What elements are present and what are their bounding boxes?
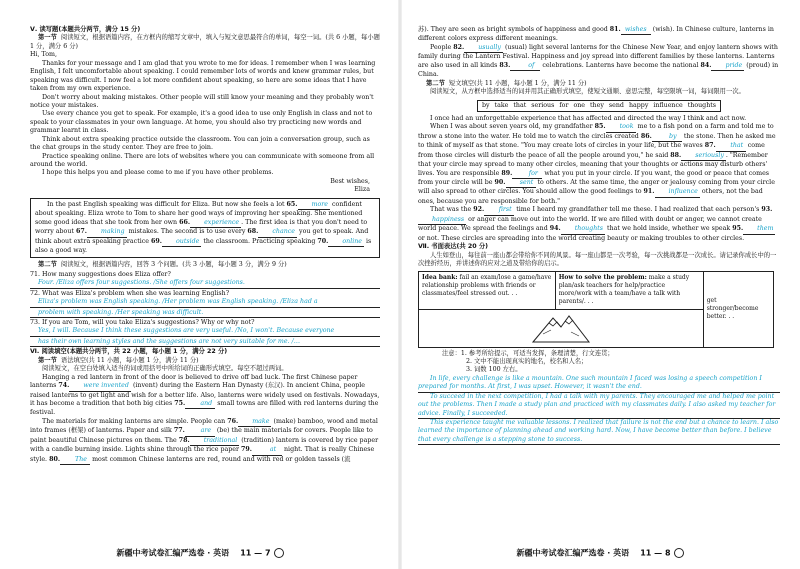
notes: [418, 350, 780, 375]
blank-number: 75.: [174, 399, 186, 407]
publisher-logo-icon: [674, 548, 684, 558]
passage-text: (wish). In Chinese culture, lanterns in different colors express different meanings.: [418, 26, 774, 43]
summary-text: mistakes. The second is to use every: [128, 228, 246, 236]
passage-text: time I heard my grandfather tell me these. I had realized that each person's: [516, 206, 760, 214]
part2-label: 第二节: [38, 261, 57, 269]
answer-blank-80: The: [60, 456, 90, 465]
section-6-part1-label: 第一节: [38, 356, 57, 364]
question-72: 72. What was Eliza's problem when she was learning English?: [30, 289, 230, 297]
section-6-part1-text: 语法填空(共 11 小题，每小题 1 分，满分 11 分): [60, 356, 199, 364]
blank-number: 83.: [499, 61, 511, 69]
letter-paragraph: Think about extra speaking practice outside the classroom. You can join a conversation group, such as the chat groups in the study center. They are free to join.: [30, 135, 370, 152]
part2-text: 阅读短文，根据语篇内容，回答 3 个问题。(共 3 小题，每小题 3 分，满分 9 分): [60, 261, 287, 269]
blank-number: 84.: [700, 61, 712, 69]
letter-signature: Eliza: [354, 186, 370, 194]
answer-blank-77: are: [185, 427, 215, 436]
note-item: 3. 词数 100 左右。: [466, 366, 522, 374]
blank-number: 78.: [178, 436, 190, 444]
blank-number: 86.: [640, 132, 652, 140]
part1-text: 阅读短文，根据语篇内容，在方框内的缩写文章中，填入与短文意思最符合的单词，每空一词。(共 6 小题，每小题 1 分，满分 6 分): [30, 34, 380, 50]
answer-blank-95: them: [743, 225, 775, 234]
passage-text: (usual) light several lanterns for the Chinese New Year, and enjoy lantern shows with family during the Lantern Festival. Happiness and joy spread into different families by these lanterns. Lanterns are also used in all kinds: [418, 43, 778, 69]
right-page: [400, 0, 800, 569]
part1-instructions: [30, 34, 380, 51]
letter-paragraph: I hope this helps you and please come to me if you have other problems.: [42, 169, 274, 177]
answer-blank-92: first: [484, 206, 514, 215]
answer-blank-75: and: [185, 400, 215, 409]
note-item: 1. 参考所给提示，可适当发挥，条理清楚，行文连贯；: [460, 349, 614, 357]
answer-blank-69: outside: [162, 238, 201, 247]
lantern-paragraph-3: [418, 26, 780, 44]
passage-text: The materials for making lanterns are simple. People can: [42, 417, 226, 425]
part2-instructions: [30, 261, 380, 269]
passage-text: (invent) during the Eastern Han Dynasty (东汉). In ancient China, people raised lanterns to get light and wish for a better life. Also, lanterns were widely used on festivals. Nowadays, it has become a tradition that both big cities: [30, 382, 380, 407]
blank-number: 81.: [609, 26, 621, 33]
answer-blank-90: sent: [506, 179, 536, 188]
passage-text: (proud) in China.: [418, 61, 779, 79]
passage-text: small towns are filled with red lanterns during the festival.: [30, 399, 379, 417]
answer-72-line2: problem with speaking. /Her speaking was difficult.: [30, 309, 380, 318]
passage-text: come from those circles will disturb the peace of all the people around you," he said: [418, 142, 765, 159]
section-7-instructions: 人生如登山，每往前一座山都会带给你不同的风景。每一座山都是一次考验，每一次挑战都是一次成长。请记录你成长中的一次挫折经历，并讲述你的应对之道及带给你的启示。: [418, 251, 777, 267]
passage-text: celebrations. Lanterns have become the national: [542, 61, 699, 69]
passage-text: (make) bamboo, wood and metal into frames (框架) of lanterns. Paper and silk: [30, 417, 378, 435]
story-paragraph-1: [418, 123, 780, 206]
solve-problem-text: make a study plan/ask teachers for help/practice more/work with a team/have a talk with parents/. . .: [558, 274, 690, 306]
summary-text: the classroom. Practicing speaking: [203, 237, 316, 245]
left-footer: [0, 548, 400, 559]
answer-blank-66: experience: [190, 219, 241, 228]
passage-text: 苏). They are seen as bright symbols of happiness and good: [418, 26, 608, 33]
passage-text: . "Remember that your circle may spread to many other circles, meaning that your thoughts or actions may disturb others' lives. You are responsible: [418, 151, 768, 177]
section-6-part1-instructions: [30, 357, 380, 365]
blank-number: 65.: [286, 200, 298, 208]
blank-number: 67.: [75, 228, 87, 236]
answer-blank-94: thoughts: [561, 225, 605, 234]
essay-paragraph: In life, every challenge is like a mountain. One such mountain I faced was losing a speech competition I prepared for months. At first, I was upset. However, it wasn't the end.: [418, 375, 780, 393]
passage-text: night. That is really Chinese style.: [30, 446, 375, 463]
answer-blank-89: for: [512, 170, 542, 179]
note-item: 2. 文中不能出现真实的地名，校名和人名；: [466, 357, 588, 365]
blank-number: 69.: [151, 237, 162, 245]
sample-essay: [418, 375, 780, 446]
answer-blank-83: of: [510, 62, 540, 71]
idea-table: [418, 271, 774, 347]
answer-72-line1: Eliza's problem was English speaking. /Her problem was English speaking. /Eliza had a: [30, 298, 380, 307]
publisher-logo-icon: [274, 548, 284, 558]
answer-blank-93: happiness: [418, 216, 466, 225]
answer-blank-85: took: [606, 123, 636, 132]
summary-text: confident about speaking. Eliza wrote to Tom to share her good ways of improving her speaking. She mentioned some good ideas that she took from her own: [35, 200, 363, 226]
answer-blank-86: by: [652, 133, 682, 142]
idea-bank-heading: Idea bank:: [422, 274, 458, 282]
letter-paragraph: Practice speaking online. There are lots of websites where you can communicate with someone from all around the world.: [30, 152, 375, 168]
answer-blank-67: making: [87, 228, 127, 237]
story-paragraph-2: [418, 206, 780, 243]
blank-number: 68.: [247, 228, 259, 236]
passage-text: People: [430, 43, 452, 51]
answer-blank-74: were invented: [69, 382, 131, 391]
part2-text: 短文填空(共 11 小题，每小题 1 分，满分 11 分): [448, 79, 587, 87]
lantern-paragraph-1: [30, 374, 380, 418]
passage-text: That was the: [430, 206, 472, 214]
passage-text: to others. At the same time, the anger or jealousy coming from your circle will also spread to other circles. You should allow the good feelings to: [418, 179, 775, 196]
footer-title: 新疆中考试卷汇编严选卷 · 英语: [516, 548, 630, 558]
blank-number: 95.: [732, 225, 744, 233]
idea-bank-text: fail an exam/lose a game/have relationship problems with friends or classmates/feel stressed out. . .: [422, 274, 552, 298]
summary-text: is also a good way.: [35, 237, 372, 254]
part1-label: 第一节: [38, 34, 57, 42]
answer-blank-81: wishes: [621, 26, 651, 35]
blank-number: 92.: [473, 206, 485, 214]
passage-text: (tradition) lantern is covered by rice paper with a candle burning inside. Lights shine through the rice paper: [30, 436, 379, 454]
word-box: by take that serious for one they send happy influence thoughts: [477, 100, 721, 112]
blank-number: 93.: [761, 206, 773, 214]
blank-number: 82.: [453, 43, 465, 51]
passage-text: the stone. Then he asked me to think of myself as that stone. "You may create lots of circles in your life, but the waves: [418, 132, 776, 150]
blank-number: 70.: [317, 237, 329, 245]
letter-closing: Best wishes,: [330, 177, 370, 185]
summary-text: you get to speak. And think about extra speaking practice: [35, 228, 369, 245]
blank-number: 85.: [594, 123, 606, 131]
letter-paragraph: Use every chance you get to speak. For example, it's a good idea to use only English in class and not to speak to your classmates in your own language. At home, you should also try practicing new words and grammar learnt in class.: [30, 110, 373, 135]
section-5-title: Ⅴ. 读写题(本题共分两节，满分 15 分): [30, 26, 141, 33]
blank-number: 88.: [670, 151, 682, 159]
answer-73-line1: Yes, I will. Because I think these suggestions are very useful. /No, I won't. Because everyone: [30, 327, 380, 336]
answer-71: Four. /Eliza offers four suggestions. /She offers four suggestions.: [30, 279, 380, 288]
answer-blank-84: pride: [711, 62, 744, 71]
notes-label: 注意：: [442, 349, 461, 357]
blank-number: 90.: [494, 179, 506, 186]
part2-label: 第二节: [426, 79, 445, 87]
blank-number: 79.: [241, 446, 252, 454]
page-number: 11 — 8: [640, 548, 671, 558]
answer-blank-91: influence: [655, 188, 700, 197]
part2-instructions-2: 阅读短文，从方框中选择适当的词并用其正确形式填空，使短文通顺、意思完整，每空限填一词，每词限用一次。: [430, 88, 745, 96]
answer-blank-70: online: [328, 238, 364, 247]
answer-blank-79: at: [252, 446, 282, 455]
right-footer: [400, 548, 800, 559]
letter-paragraph: Thanks for your message and I am glad that you wrote to me for ideas. I remember when I was learning English, I felt uncomfortable about speaking. I could remember lots of words and knew grammar rules, but speaking was difficult. I now feel a lot more confident about speaking, so here are some ideas that I have taken from my own experience.: [30, 59, 376, 93]
solve-problem-heading: How to solve the problem:: [558, 274, 647, 282]
blank-number: 89.: [501, 169, 513, 177]
section-6-part1-instructions-2: 阅读短文，在空白处填入适当的词或用括号中所给词的正确形式填空。每空不超过两词。: [42, 365, 288, 373]
answer-blank-82: usually: [464, 44, 503, 53]
right-column: [418, 26, 780, 445]
answer-blank-78: traditional: [190, 437, 240, 446]
essay-paragraph: To succeed in the next competition, I had a talk with my parents. They encouraged me and helped me point out the problems. Then I made a study plan and practiced with my classmates daily. I also asked my teacher for advice. Finally, I succeeded.: [418, 393, 780, 419]
passage-text: or anger can move out into the world. If we are filled with doubt or anger, we cannot create world peace. We spread the feelings and: [418, 215, 762, 233]
passage-text: Hanging a red lantern in front of the door is believed to drive off bad luck. The first Chinese paper lanterns: [30, 373, 358, 390]
answer-blank-65: more: [298, 201, 331, 210]
passage-text: most common Chinese lanterns are red, round and with red or golden tassels (流: [92, 455, 351, 463]
summary-box: [30, 198, 380, 259]
page-number: 11 — 7: [240, 548, 271, 558]
passage-text: what you put in your circle. If you want, the good or peace that comes from your circle will be: [418, 169, 770, 186]
blank-number: 66.: [179, 218, 191, 226]
blank-number: 76.: [227, 417, 239, 425]
answer-73-line2: has their own learning styles and the suggestions are not very suitable for me. /…: [30, 338, 380, 347]
lantern-paragraph-2: [30, 418, 380, 465]
passage-text: that we hold inside, whether we speak: [607, 225, 731, 233]
summary-text: . The first idea is that you don't need to worry about: [35, 218, 368, 236]
mountain-cell: [419, 309, 704, 347]
letter-greeting: Hi, Tom,: [30, 51, 57, 59]
result-cell: [703, 272, 773, 347]
answer-blank-68: chance: [258, 228, 297, 237]
answer-blank-88: seriously: [681, 152, 726, 161]
blank-number: 94.: [549, 225, 561, 233]
passage-text: me to a fish pond on a farm and told me to throw a stone into the water. He told me to watch the circles created: [418, 123, 774, 140]
lantern-paragraph-4: [418, 44, 780, 80]
summary-text: In the past English speaking was difficult for Eliza. But now she feels a lot: [47, 200, 285, 208]
solve-problem-cell: [555, 272, 703, 309]
blank-number: 87.: [704, 142, 716, 150]
footer-title: 新疆中考试卷汇编严选卷 · 英语: [116, 548, 230, 558]
essay-paragraph: This experience taught me valuable lessons. I realized that failure is not the end but a chance to learn. I also learned the importance of planning ahead and working hard. Now, I have become better than before. I believe that every challenge is a stepping stone to success.: [418, 419, 780, 445]
question-73: 73. If you are Tom, will you take Eliza's suggestions? Why or why not?: [30, 319, 255, 326]
passage-text: When I was about seven years old, my grandfather: [430, 123, 593, 131]
passage-text: or not. These circles are spreading into the world creating beauty or making troubles to other circles.: [418, 234, 745, 242]
letter-paragraph: Don't worry about making mistakes. Other people will still know your meaning and they probably won't notice your mistakes.: [30, 93, 374, 109]
passage-text: others, not the bad ones, because you are responsible for both.": [418, 188, 763, 205]
story-paragraph-0: I once had an unforgettable experience that has affected and directed the way I think and act now.: [430, 114, 747, 122]
result-text: get stronger/become better. . .: [706, 297, 759, 321]
blank-number: 77.: [173, 427, 185, 435]
section-6-title: Ⅵ. 阅读填空(本题共分两节，共 22 小题，每小题 1 分，满分 22 分): [30, 348, 228, 356]
blank-number: 91.: [643, 188, 655, 196]
answer-blank-76: make: [238, 418, 271, 427]
answer-blank-87: that: [716, 142, 746, 151]
passage-text: (be) the main materials for covers. People like to paint beautiful Chinese pictures on them. The: [30, 427, 373, 444]
question-71: 71. How many suggestions does Eliza offer?: [30, 270, 171, 278]
blank-number: 80.: [49, 455, 61, 463]
blank-number: 74.: [58, 382, 70, 390]
part2-instructions: [418, 80, 780, 88]
idea-bank-cell: [419, 272, 556, 309]
section-7-title: Ⅶ. 书面表达(共 20 分): [418, 243, 488, 251]
left-column: [30, 26, 380, 465]
mountain-icon: [531, 312, 591, 344]
